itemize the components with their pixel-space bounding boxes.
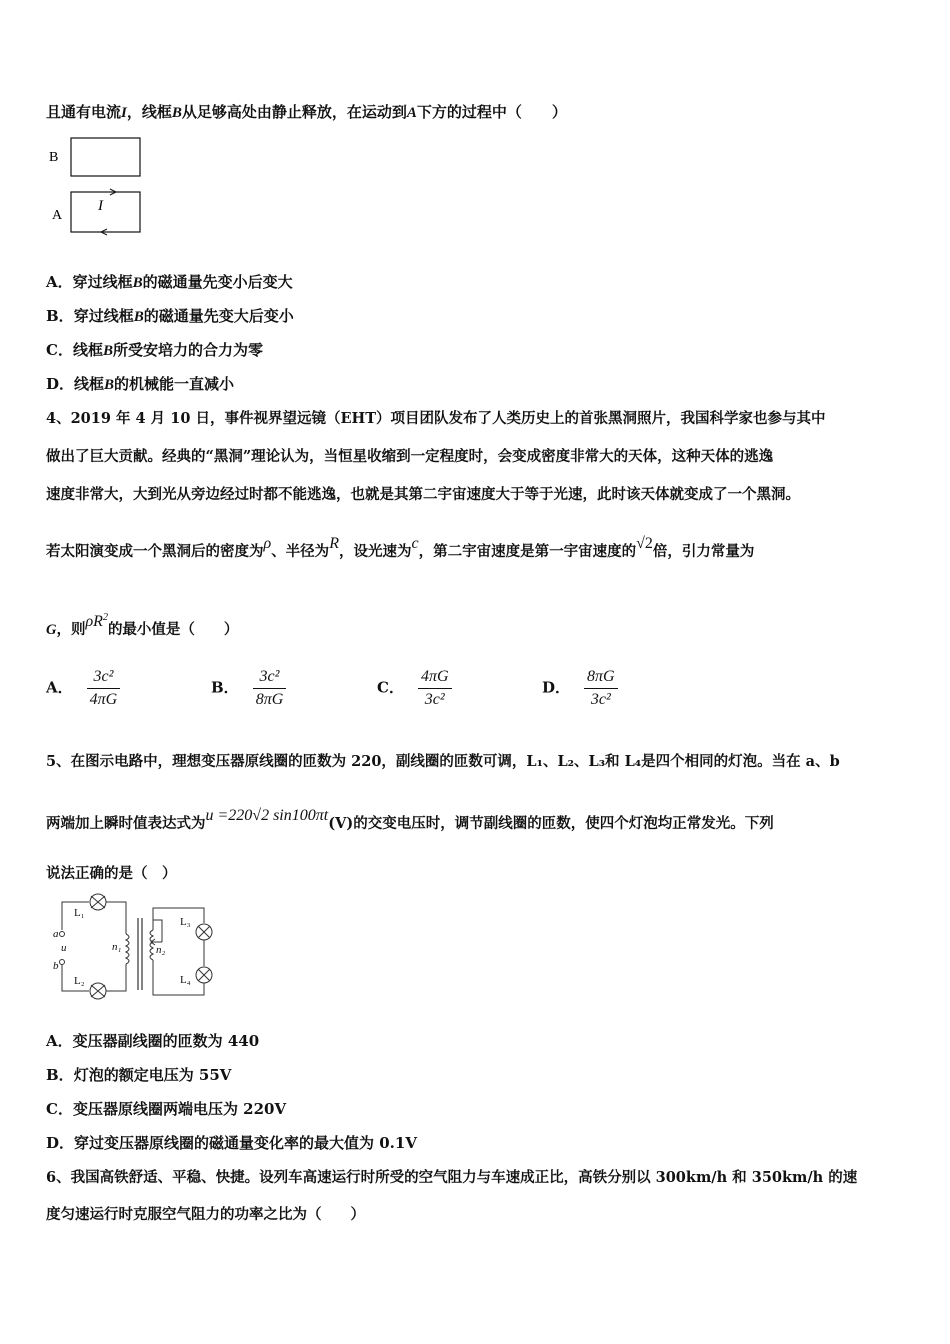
label-l2: L₂ (74, 975, 85, 987)
current-label: I (98, 198, 103, 214)
label-b: b (53, 960, 59, 972)
q4-option-c[interactable]: C． $\frac{4\pi G}{\text{3c²}}$ (377, 668, 452, 709)
q5-option-d[interactable]: D．穿过变压器原线圈的磁通量变化率的最大值为 0.1V (46, 1134, 417, 1152)
q4-line-4: 若太阳演变成一个黑洞后的密度为ρ、半径为R，设光速为c，第二宇宙速度是第一宇宙速度的√2倍，引力常量为 (46, 535, 755, 560)
q5-circuit-figure (52, 890, 222, 1002)
q4-option-a[interactable]: A． $\frac{\text{3c²}}{4\pi G}$ (46, 668, 120, 709)
q5-line-2: 两端加上瞬时值表达式为u =220√2 sin100πt(V)的交变电压时，调节副线圈的匝数，使四个灯泡均正常发光。下列 (46, 807, 774, 832)
loop-b (71, 138, 140, 176)
q4-line-1: 4、2019 年 4 月 10 日，事件视界望远镜（EHT）项目团队发布了人类历史上的首张黑洞照片，我国科学家也参与其中 (46, 410, 826, 427)
q3-stem: 且通有电流I，线框B从足够高处由静止释放，在运动到A下方的过程中（ ） (46, 103, 567, 121)
loop-a (71, 192, 140, 232)
q5-option-c[interactable]: C．变压器原线圈两端电压为 220V (46, 1100, 287, 1118)
terminal-a (60, 932, 65, 937)
terminal-b (60, 960, 65, 965)
q3-figure (46, 133, 151, 238)
q5-line-3: 说法正确的是（ ） (46, 865, 177, 882)
q4-option-d[interactable]: D． $\frac{8\pi G}{\text{3c²}}$ (542, 668, 618, 709)
q6-line-2: 度匀速运行时克服空气阻力的功率之比为（ ） (46, 1206, 365, 1223)
label-n2: n₂ (156, 944, 166, 956)
q4-line-5: G，则$\rho R^2$的最小值是（ ） (46, 612, 239, 638)
label-l1: L₁ (74, 907, 85, 919)
q3-option-d[interactable]: D．线框B的机械能一直减小 (46, 375, 235, 393)
q5-option-a[interactable]: A．变压器副线圈的匝数为 440 (46, 1032, 260, 1050)
q3-option-a[interactable]: A．穿过线框B的磁通量先变小后变大 (46, 273, 293, 291)
q5-line-1: 5、在图示电路中，理想变压器原线圈的匝数为 220，副线圈的匝数可调，L₁、L₂、L₃和 L₄是四个相同的灯泡。当在 a、b (46, 753, 840, 770)
q5-option-b[interactable]: B．灯泡的额定电压为 55V (46, 1066, 232, 1084)
current-arrow-bottom (101, 229, 131, 235)
label-l4: L₄ (180, 974, 191, 986)
q4-line-3: 速度非常大，大到光从旁边经过时都不能逃逸，也就是其第二宇宙速度大于等于光速，此时该天体就变成了一个黑洞。 (46, 486, 800, 503)
current-arrow-top (86, 189, 116, 195)
transformer-core (138, 918, 142, 990)
figure-label-b: B (49, 150, 59, 165)
label-n1: n₁ (112, 941, 122, 953)
q3-option-c[interactable]: C．线框B所受安培力的合力为零 (46, 341, 263, 359)
q4-line-2: 做出了巨大贡献。经典的“黑洞”理论认为，当恒星收缩到一定程度时，会变成密度非常大的天体，这种天体的逃逸 (46, 448, 774, 465)
label-u: u (61, 942, 67, 954)
q6-line-1: 6、我国高铁舒适、平稳、快捷。设列车高速运行时所受的空气阻力与车速成正比，高铁分别以 300km/h 和 350km/h 的速 (46, 1169, 858, 1186)
q4-option-b[interactable]: B． $\frac{\text{3c²}}{8\pi G}$ (211, 668, 286, 709)
label-l3: L₃ (180, 916, 191, 928)
label-a: a (53, 928, 59, 940)
q3-option-b[interactable]: B．穿过线框B的磁通量先变大后变小 (46, 307, 294, 325)
figure-label-a: A (52, 208, 63, 223)
